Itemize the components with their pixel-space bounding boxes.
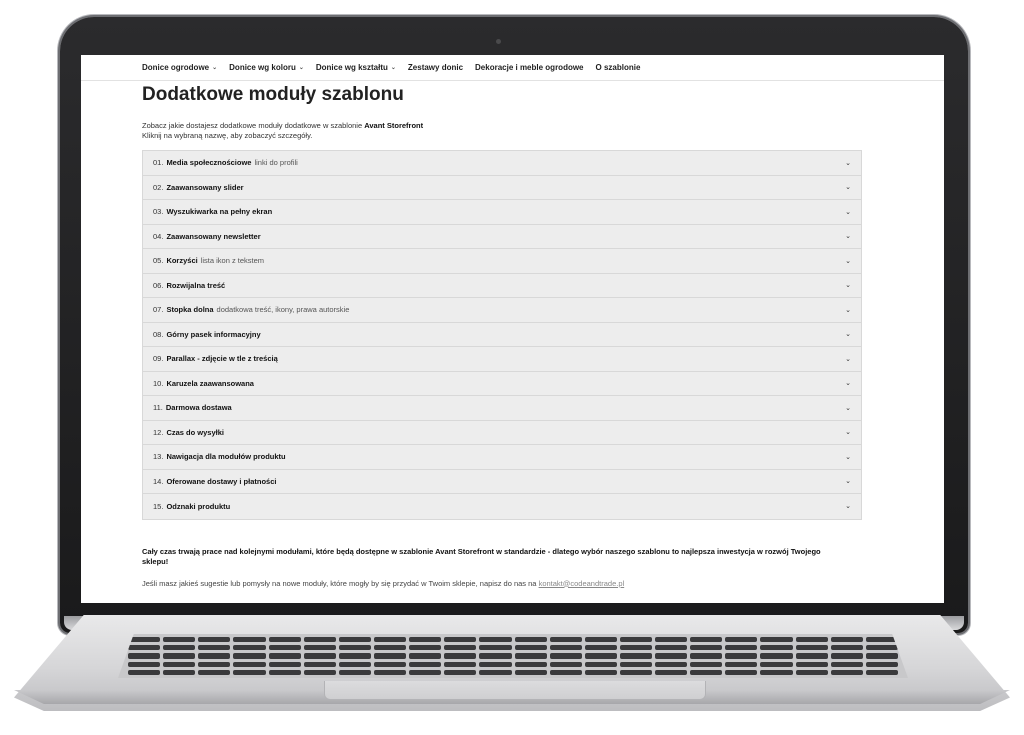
keyboard-key [550, 653, 582, 658]
keyboard-key [198, 653, 230, 658]
keyboard-key [233, 653, 265, 658]
accordion-item-1[interactable] [143, 151, 861, 176]
keyboard-key [269, 637, 301, 642]
accordion-item-number: 11. [153, 403, 163, 413]
keyboard-key [620, 645, 652, 650]
keyboard-key [339, 670, 371, 675]
chevron-down-icon: ⌄ [298, 65, 304, 71]
keyboard-key [198, 670, 230, 675]
nav-item-label: Zestawy donic [407, 63, 464, 72]
keyboard-key [655, 670, 687, 675]
keyboard-key [550, 670, 582, 675]
keyboard-key [374, 662, 406, 667]
keyboard-key [128, 637, 160, 642]
nav-item-5[interactable] [475, 63, 583, 72]
chevron-down-icon: ⌄ [845, 404, 851, 412]
chevron-down-icon: ⌄ [845, 184, 851, 192]
accordion-item-title: Parallax - zdjęcie w tle z treścią [166, 354, 278, 364]
theme-name: Avant Storefront [364, 121, 424, 130]
accordion-item-10[interactable] [143, 372, 861, 397]
accordion-item-description: dodatkowa treść, ikony, prawa autorskie [216, 305, 350, 315]
keyboard-key [796, 645, 828, 650]
accordion-item-8[interactable] [143, 323, 861, 348]
keyboard-key [760, 645, 792, 650]
chevron-down-icon: ⌄ [845, 331, 851, 339]
accordion-item-title: Darmowa dostawa [165, 403, 232, 413]
keyboard-key [304, 637, 336, 642]
keyboard-key [725, 637, 757, 642]
keyboard-key [304, 662, 336, 667]
accordion-item-title: Stopka dolna [166, 305, 214, 315]
keyboard-key [479, 653, 511, 658]
keyboard-key [409, 670, 441, 675]
keyboard-key [339, 645, 371, 650]
chevron-down-icon: ⌄ [845, 503, 851, 511]
accordion-item-number: 08. [153, 329, 164, 339]
keyboard-key [444, 662, 476, 667]
chevron-down-icon: ⌄ [390, 65, 396, 71]
keyboard-key [620, 653, 652, 658]
keyboard-key [760, 670, 792, 675]
laptop-trackpad [324, 681, 706, 700]
nav-item-4[interactable] [408, 63, 463, 72]
keyboard-key [585, 645, 617, 650]
nav-item-1[interactable] [142, 63, 217, 72]
chevron-down-icon: ⌄ [845, 208, 851, 216]
keyboard-key [655, 653, 687, 658]
keyboard-key [866, 653, 898, 658]
accordion-item-title: Zaawansowany newsletter [166, 231, 261, 241]
accordion-item-number: 05. [153, 256, 164, 266]
accordion-item-number: 14. [153, 476, 164, 486]
keyboard-key [831, 637, 863, 642]
keyboard-key [866, 662, 898, 667]
chevron-down-icon: ⌄ [845, 478, 851, 486]
keyboard-key [725, 670, 757, 675]
accordion-item-description: linki do profili [254, 158, 298, 168]
keyboard-key [269, 645, 301, 650]
accordion-item-13[interactable] [143, 445, 861, 470]
keyboard-key [550, 662, 582, 667]
accordion-item-7[interactable] [143, 298, 861, 323]
keyboard-key [550, 645, 582, 650]
accordion-item-5[interactable] [143, 249, 861, 274]
keyboard-key [444, 637, 476, 642]
keyboard-key [479, 637, 511, 642]
keyboard-key [374, 645, 406, 650]
keyboard-key [233, 637, 265, 642]
keyboard-key [374, 653, 406, 658]
accordion-item-title: Czas do wysyłki [166, 427, 224, 437]
keyboard-key [233, 670, 265, 675]
contact-email-link[interactable]: kontakt@codeandtrade.pl [538, 578, 625, 588]
accordion-item-description: lista ikon z tekstem [200, 256, 265, 266]
keyboard-key [620, 670, 652, 675]
accordion-item-title: Karuzela zaawansowana [166, 378, 254, 388]
accordion-item-number: 15. [153, 501, 164, 511]
keyboard-key [304, 653, 336, 658]
keyboard-key [725, 653, 757, 658]
keyboard-key [444, 670, 476, 675]
accordion-item-number: 01. [153, 158, 164, 168]
keyboard-key [585, 670, 617, 675]
keyboard-key [796, 637, 828, 642]
footer-note: Cały czas trwają prace nad kolejnymi modułami, które będą dostępne w szablonie Avant Storefront w standardzie - dlatego wybór naszego szablonu to najlepsza inwestycja w rozwój Twojego sklepu! [142, 546, 821, 566]
accordion-item-6[interactable] [143, 274, 861, 299]
accordion-item-2[interactable] [143, 176, 861, 201]
keyboard-key [585, 662, 617, 667]
keyboard-key [479, 662, 511, 667]
nav-item-3[interactable] [316, 63, 396, 72]
main-navigation [81, 55, 944, 81]
keyboard-key [163, 637, 195, 642]
nav-item-2[interactable] [229, 63, 304, 72]
accordion-item-title: Rozwijalna treść [166, 280, 226, 290]
accordion-item-number: 13. [153, 452, 164, 462]
keyboard-key [479, 645, 511, 650]
chevron-down-icon: ⌄ [845, 159, 851, 167]
keyboard-key [655, 645, 687, 650]
keyboard-key [269, 662, 301, 667]
keyboard-key [198, 637, 230, 642]
keyboard-key [233, 645, 265, 650]
accordion-item-number: 10. [153, 378, 164, 388]
keyboard-key [128, 645, 160, 650]
keyboard-key [690, 645, 722, 650]
keyboard-key [620, 662, 652, 667]
keyboard-key [515, 653, 547, 658]
keyboard-key [655, 662, 687, 667]
nav-item-label: O szablonie [595, 63, 641, 72]
chevron-down-icon: ⌄ [845, 429, 851, 437]
accordion-item-title: Odznaki produktu [166, 501, 231, 511]
chevron-down-icon: ⌄ [845, 355, 851, 363]
keyboard-key [128, 662, 160, 667]
accordion-item-3[interactable] [143, 200, 861, 225]
nav-item-6[interactable] [596, 63, 641, 72]
keyboard-key [163, 662, 195, 667]
keyboard-key [690, 637, 722, 642]
page-content [142, 81, 862, 588]
accordion-item-14[interactable] [143, 470, 861, 495]
keyboard-key [690, 653, 722, 658]
accordion-item-title: Oferowane dostawy i płatności [166, 476, 277, 486]
chevron-down-icon: ⌄ [845, 380, 851, 388]
accordion-item-4[interactable] [143, 225, 861, 250]
keyboard-key [479, 670, 511, 675]
keyboard-key [409, 637, 441, 642]
accordion-item-9[interactable] [143, 347, 861, 372]
suggestion-text [142, 579, 862, 588]
laptop-keyboard [118, 634, 908, 678]
keyboard-key [655, 637, 687, 642]
suggestion-prefix: Jeśli masz jakieś sugestie lub pomysły na nowe moduły, które mogły by się przydać w Twoim sklepie, napisz do nas na [142, 578, 539, 588]
intro-text [142, 121, 862, 141]
keyboard-key [831, 662, 863, 667]
keyboard-key [866, 670, 898, 675]
keyboard-key [409, 653, 441, 658]
keyboard-key [831, 670, 863, 675]
accordion-item-number: 06. [153, 280, 164, 290]
keyboard-key [163, 670, 195, 675]
keyboard-key [585, 653, 617, 658]
keyboard-key [866, 637, 898, 642]
accordion-item-number: 02. [153, 182, 164, 192]
keyboard-key [515, 662, 547, 667]
accordion-item-12[interactable] [143, 421, 861, 446]
keyboard-key [760, 653, 792, 658]
keyboard-key [515, 670, 547, 675]
keyboard-key [339, 653, 371, 658]
accordion-item-number: 07. [153, 305, 164, 315]
nav-item-label: Donice wg koloru [229, 63, 296, 72]
accordion-item-title: Wyszukiwarka na pełny ekran [166, 207, 273, 217]
keyboard-key [198, 662, 230, 667]
accordion-item-title: Nawigacja dla modułów produktu [166, 452, 286, 462]
keyboard-key [374, 637, 406, 642]
chevron-down-icon: ⌄ [212, 65, 218, 71]
keyboard-key [796, 662, 828, 667]
chevron-down-icon: ⌄ [845, 233, 851, 241]
accordion-item-title: Zaawansowany slider [166, 182, 244, 192]
keyboard-key [796, 670, 828, 675]
keyboard-key [233, 662, 265, 667]
accordion-item-number: 12. [153, 427, 164, 437]
keyboard-key [304, 670, 336, 675]
chevron-down-icon: ⌄ [845, 453, 851, 461]
keyboard-key [339, 637, 371, 642]
keyboard-key [585, 637, 617, 642]
keyboard-key [760, 637, 792, 642]
accordion-item-number: 09. [153, 354, 164, 364]
keyboard-key [339, 662, 371, 667]
accordion-item-number: 03. [153, 207, 164, 217]
intro-line-1-prefix: Zobacz jakie dostajesz dodatkowe moduły dodatkowe w szablonie [142, 121, 365, 130]
accordion-item-11[interactable] [143, 396, 861, 421]
modules-accordion [142, 150, 862, 520]
keyboard-key [515, 645, 547, 650]
keyboard-key [269, 670, 301, 675]
keyboard-key [796, 653, 828, 658]
chevron-down-icon: ⌄ [845, 306, 851, 314]
keyboard-key [831, 653, 863, 658]
webcam-icon [496, 39, 501, 44]
accordion-item-number: 04. [153, 231, 164, 241]
keyboard-key [269, 653, 301, 658]
keyboard-key [409, 662, 441, 667]
chevron-down-icon: ⌄ [845, 282, 851, 290]
keyboard-key [444, 653, 476, 658]
nav-item-label: Donice ogrodowe [142, 63, 210, 72]
keyboard-key [409, 645, 441, 650]
keyboard-key [163, 645, 195, 650]
keyboard-key [163, 653, 195, 658]
keyboard-key [198, 645, 230, 650]
keyboard-key [515, 637, 547, 642]
keyboard-key [831, 645, 863, 650]
nav-item-label: Dekoracje i meble ogrodowe [475, 63, 584, 72]
keyboard-key [725, 662, 757, 667]
keyboard-key [304, 645, 336, 650]
chevron-down-icon: ⌄ [845, 257, 851, 265]
nav-item-label: Donice wg kształtu [315, 63, 388, 72]
keyboard-key [128, 670, 160, 675]
accordion-item-title: Korzyści [166, 256, 198, 266]
laptop-screen [81, 55, 944, 603]
accordion-item-15[interactable] [143, 494, 861, 519]
keyboard-key [374, 670, 406, 675]
keyboard-key [760, 662, 792, 667]
keyboard-key [550, 637, 582, 642]
intro-line-2: Kliknij na wybraną nazwę, aby zobaczyć szczegóły. [142, 131, 313, 140]
accordion-item-title: Górny pasek informacyjny [166, 329, 261, 339]
keyboard-key [620, 637, 652, 642]
keyboard-key [725, 645, 757, 650]
accordion-item-title: Media społecznościowe [166, 158, 252, 168]
keyboard-key [128, 653, 160, 658]
page-title: Dodatkowe moduły szablonu [142, 84, 404, 105]
keyboard-key [866, 645, 898, 650]
keyboard-key [690, 662, 722, 667]
keyboard-key [690, 670, 722, 675]
intro-line-1 [142, 121, 862, 131]
keyboard-key [444, 645, 476, 650]
